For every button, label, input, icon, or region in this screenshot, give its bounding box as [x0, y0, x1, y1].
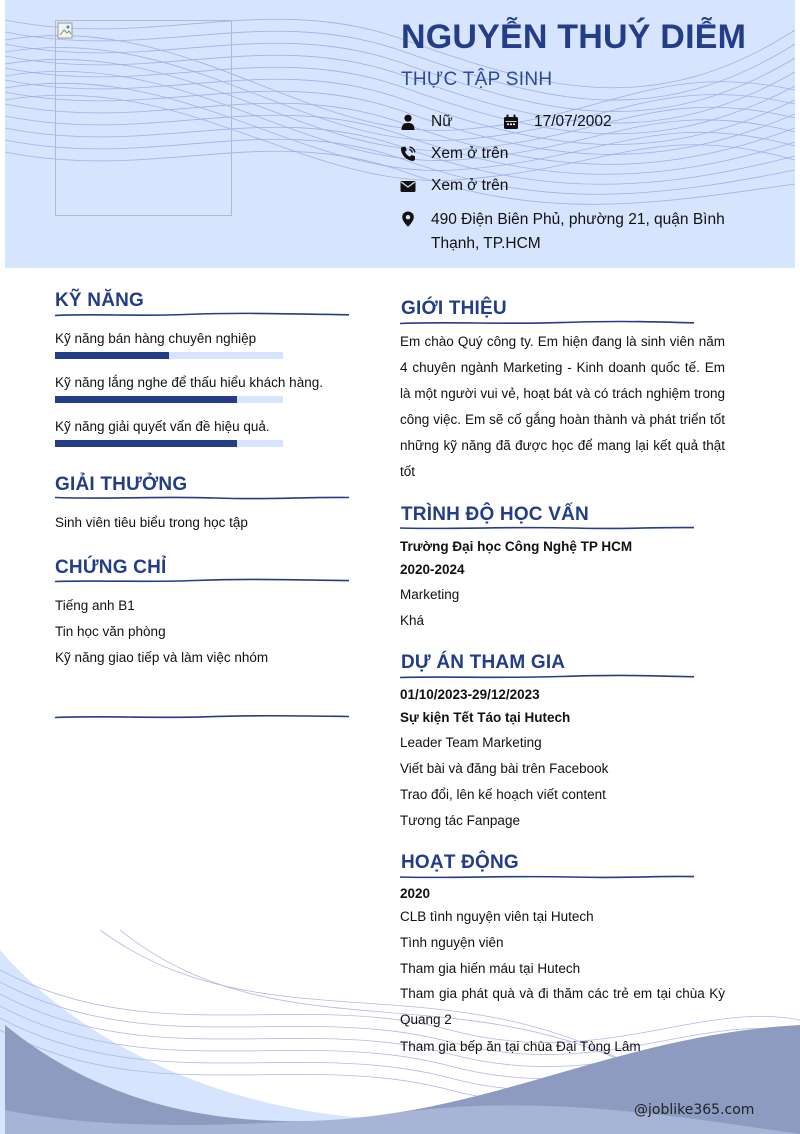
awards-underline [55, 494, 349, 502]
gender-row [400, 113, 453, 131]
email-value: Xem ở trên [431, 177, 509, 194]
footer-watermark: @joblike365.com [634, 1102, 755, 1118]
phone-value: Xem ở trên [431, 145, 509, 162]
skill-bar-fill [55, 352, 169, 359]
skill-bar-fill [55, 396, 237, 403]
location-icon [400, 211, 416, 227]
skill-bar [55, 352, 283, 359]
person-icon [400, 114, 416, 130]
activity-item: CLB tình nguyện viên tại Hutech [400, 909, 594, 924]
certificates-title: CHỨNG CHỈ [55, 557, 167, 578]
certificates-underline [55, 577, 349, 585]
activities-underline [400, 873, 694, 881]
skill-bar [55, 440, 283, 447]
project-name: Sự kiện Tết Táo tại Hutech [400, 710, 571, 725]
skills-underline [55, 311, 349, 319]
intro-title: GIỚI THIỆU [401, 298, 507, 319]
certificate-item: Tin học văn phòng [55, 624, 166, 639]
activities-title: HOẠT ĐỘNG [401, 852, 519, 873]
activity-item: Tham gia phát quà và đi thăm các trẻ em tại chùa Kỳ Quang 2 [400, 986, 725, 1027]
activity-item: Tham gia hiến máu tại Hutech [400, 961, 581, 976]
phone-row [400, 145, 508, 163]
candidate-name: NGUYỄN THUÝ DIỄM [401, 18, 747, 56]
project-item: Trao đổi, lên kế hoạch viết content [400, 787, 606, 802]
skill-bar [55, 396, 283, 403]
projects-title: DỰ ÁN THAM GIA [401, 652, 566, 673]
certificate-item: Tiếng anh B1 [55, 598, 135, 613]
skills-title: KỸ NĂNG [55, 290, 145, 311]
skill-label: Kỹ năng bán hàng chuyên nghiệp [55, 331, 257, 346]
skill-bar-fill [55, 440, 237, 447]
education-grade: Khá [400, 613, 425, 628]
skill-label: Kỹ năng giải quyết vấn đề hiệu quả. [55, 419, 270, 434]
education-period: 2020-2024 [400, 562, 465, 577]
broken-image-icon [57, 22, 75, 40]
profile-photo [55, 20, 232, 216]
email-row [400, 177, 508, 195]
birthday-row [503, 113, 612, 131]
activity-item: Tình nguyện viên [400, 935, 504, 950]
candidate-title: THỰC TẬP SINH [401, 69, 553, 90]
gender-value: Nữ [431, 113, 453, 130]
intro-text: Em chào Quý công ty. Em hiện đang là sinh viên năm 4 chuyên ngành Marketing - Kinh doanh quốc tế. Em là một người vui vẻ, hoạt bát và có trách nghiệm trong công việc. Em sẽ cố gắng hoàn thành và phát triển tốt những kỹ năng đã được học để mang lại kết quả thật tốt [400, 334, 725, 479]
projects-underline [400, 673, 694, 681]
birthday-value: 17/07/2002 [534, 113, 612, 130]
project-period: 01/10/2023-29/12/2023 [400, 687, 540, 702]
award-item: Sinh viên tiêu biểu trong học tập [55, 515, 248, 530]
calendar-icon [503, 114, 519, 130]
intro-underline [400, 319, 694, 327]
education-title: TRÌNH ĐỘ HỌC VẤN [401, 504, 589, 525]
address-row [400, 208, 771, 256]
left-column-divider [55, 713, 349, 721]
mail-icon [400, 178, 416, 194]
address-value: 490 Điện Biên Phủ, phường 21, quận Bình Thạnh, TP.HCM [431, 211, 725, 252]
activity-item: Tham gia bếp ăn tại chùa Đại Tòng Lâm [400, 1039, 641, 1054]
education-school: Trường Đại học Công Nghệ TP HCM [400, 539, 633, 554]
project-item: Tương tác Fanpage [400, 813, 520, 828]
phone-icon [400, 146, 416, 162]
activities-year: 2020 [400, 886, 431, 901]
education-underline [400, 524, 694, 532]
certificate-item: Kỹ năng giao tiếp và làm việc nhóm [55, 650, 269, 665]
skill-label: Kỹ năng lắng nghe để thấu hiểu khách hàng. [55, 375, 323, 390]
project-item: Leader Team Marketing [400, 735, 542, 750]
awards-title: GIẢI THƯỞNG [55, 474, 188, 495]
education-major: Marketing [400, 587, 460, 602]
project-item: Viết bài và đăng bài trên Facebook [400, 761, 609, 776]
